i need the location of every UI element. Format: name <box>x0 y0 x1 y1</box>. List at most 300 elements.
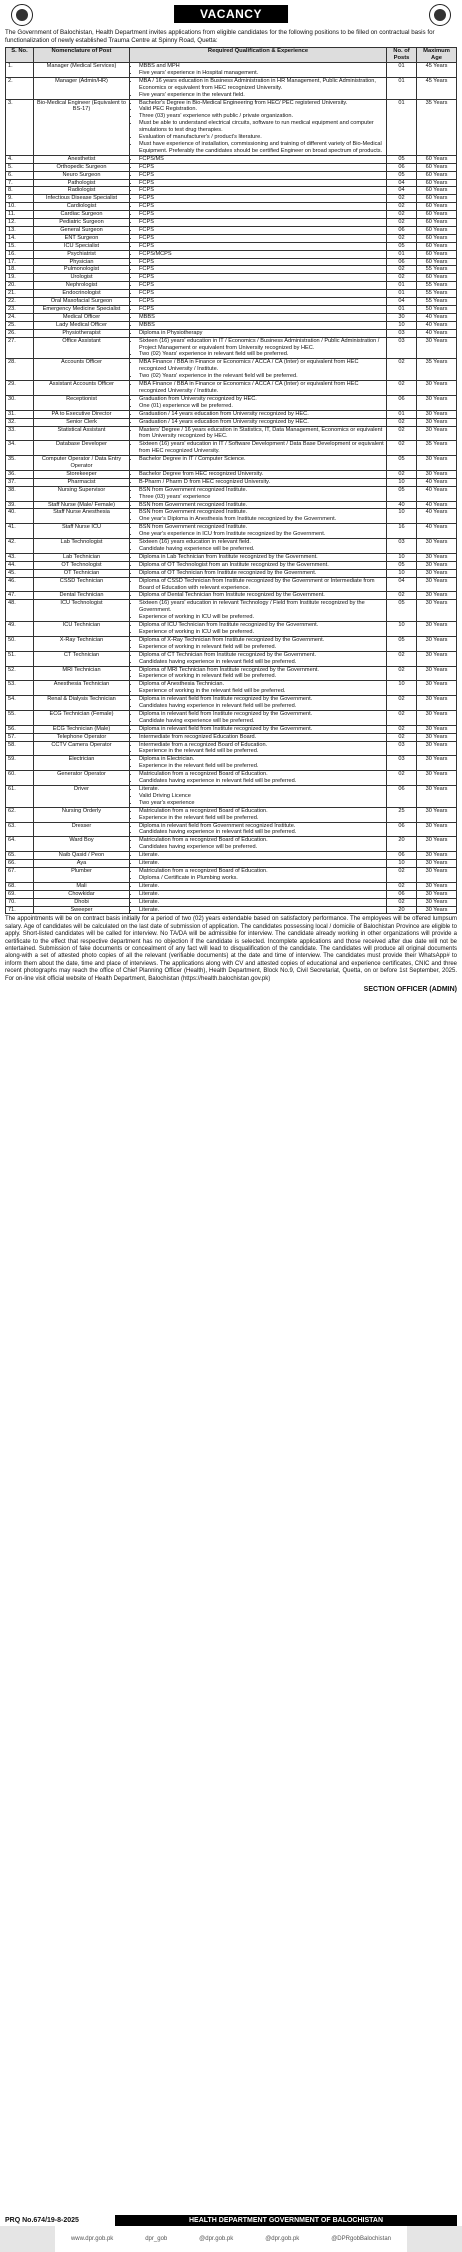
cell-max-age: 30 Years <box>417 741 457 756</box>
cell-posts: 10 <box>387 860 417 868</box>
qualification-item: • FCPS <box>139 298 384 305</box>
qualification-list <box>132 509 384 523</box>
cell-posts: 02 <box>387 882 417 890</box>
cell-max-age: 30 Years <box>417 860 457 868</box>
cell-qualification <box>130 395 387 410</box>
cell-max-age: 40 Years <box>417 501 457 509</box>
qualification-item: • Candidate having experience will be preferred. <box>139 718 384 725</box>
cell-sno: 3. <box>6 99 34 155</box>
cell-sno: 59. <box>6 756 34 771</box>
cell-qualification <box>130 337 387 359</box>
cell-post-name: Mali <box>34 882 130 890</box>
qualification-item: • FCPS <box>139 195 384 202</box>
cell-posts: 02 <box>387 418 417 426</box>
qualification-item: • FCPS <box>139 203 384 210</box>
cell-sno: 9. <box>6 195 34 203</box>
cell-qualification <box>130 329 387 337</box>
cell-sno: 68. <box>6 882 34 890</box>
qualification-list <box>132 172 384 179</box>
qualification-item: • Matriculation from a recognized Board of Education. <box>139 771 384 778</box>
cell-posts: 02 <box>387 696 417 711</box>
qualification-list <box>132 696 384 710</box>
qualification-item: • Experience in the relevant field will be preferred. <box>139 815 384 822</box>
cell-sno: 8. <box>6 187 34 195</box>
signature-block <box>5 986 457 995</box>
qualification-item: • BSN from Government recognized Institute. <box>139 487 384 494</box>
table-row <box>6 822 457 837</box>
cell-sno: 49. <box>6 622 34 637</box>
qualification-item: • MBA Finance / BBA in Finance or Economics / ACCA / CA (Inter) or equivalent from HEC recognized University / Institute. <box>139 381 384 395</box>
qualification-list <box>132 227 384 234</box>
header-posts: No. of Posts <box>387 48 417 63</box>
cell-max-age: 60 Years <box>417 274 457 282</box>
social-link[interactable]: @dpr.gob.pk <box>265 2236 300 2242</box>
social-link[interactable]: @DPRgobBalochistan <box>331 2236 392 2242</box>
cell-max-age: 30 Years <box>417 756 457 771</box>
qualification-list <box>132 899 384 906</box>
qualification-list <box>132 681 384 695</box>
cell-qualification <box>130 898 387 906</box>
qualification-list <box>132 427 384 441</box>
cell-posts: 02 <box>387 867 417 882</box>
cell-posts: 06 <box>387 786 417 808</box>
cell-qualification <box>130 234 387 242</box>
cell-posts: 10 <box>387 478 417 486</box>
table-row <box>6 395 457 410</box>
cell-max-age: 30 Years <box>417 733 457 741</box>
cell-posts: 16 <box>387 524 417 539</box>
cell-posts: 25 <box>387 807 417 822</box>
cell-qualification <box>130 622 387 637</box>
qualification-item: • Diploma of ICU Technician from Institute recognized by the Government. <box>139 622 384 629</box>
cell-qualification <box>130 860 387 868</box>
cell-sno: 38. <box>6 486 34 501</box>
cell-qualification <box>130 569 387 577</box>
table-row <box>6 860 457 868</box>
qualification-item: • FCPS <box>139 266 384 273</box>
qualification-item: • Valid PEC Registration. <box>139 106 384 113</box>
table-row <box>6 426 457 441</box>
cell-post-name: Chowkidar <box>34 890 130 898</box>
qualification-item: • Bachelor Degree in IT / Computer Science. <box>139 456 384 463</box>
qualification-item: • MBBS <box>139 322 384 329</box>
cell-max-age: 60 Years <box>417 242 457 250</box>
cell-posts: 20 <box>387 837 417 852</box>
qualification-list <box>132 742 384 756</box>
table-row <box>6 298 457 306</box>
cell-qualification <box>130 456 387 471</box>
cell-posts: 04 <box>387 577 417 592</box>
cell-posts: 02 <box>387 234 417 242</box>
qualification-list <box>132 891 384 898</box>
qualification-list <box>132 251 384 258</box>
qualification-list <box>132 652 384 666</box>
cell-max-age: 40 Years <box>417 509 457 524</box>
cell-post-name: Aya <box>34 860 130 868</box>
qualification-list <box>132 578 384 592</box>
qualification-item: • Diploma in Physiotherapy <box>139 330 384 337</box>
qualification-list <box>132 187 384 194</box>
qualification-item: • FCPS <box>139 211 384 218</box>
social-link[interactable]: dpr_gob <box>145 2236 168 2242</box>
cell-sno: 46. <box>6 577 34 592</box>
qualification-item: • FCPS <box>139 274 384 281</box>
cell-qualification <box>130 478 387 486</box>
qualification-item: • Five years' experience in Hospital management. <box>139 70 384 77</box>
qualification-list <box>132 338 384 359</box>
cell-post-name: Office Assistant <box>34 337 130 359</box>
qualification-item: • FCPS <box>139 282 384 289</box>
cell-qualification <box>130 155 387 163</box>
table-row <box>6 486 457 501</box>
qualification-item: • Candidate having experience will be preferred. <box>139 546 384 553</box>
table-row <box>6 99 457 155</box>
qualification-item: • Matriculation from a recognized Board of Education. <box>139 868 384 875</box>
qualification-item: • MBBS <box>139 314 384 321</box>
cell-max-age: 40 Years <box>417 486 457 501</box>
cell-max-age: 60 Years <box>417 211 457 219</box>
qualification-list <box>132 330 384 337</box>
cell-qualification <box>130 837 387 852</box>
table-row <box>6 337 457 359</box>
qualification-item: • Diploma in relevant field from Institute recognized by the Government. <box>139 711 384 718</box>
cell-max-age: 45 Years <box>417 63 457 78</box>
qualification-item: • FCPS <box>139 235 384 242</box>
cell-max-age: 30 Years <box>417 636 457 651</box>
government-emblem-icon <box>11 4 33 26</box>
cell-qualification <box>130 219 387 227</box>
table-row <box>6 219 457 227</box>
cell-posts: 02 <box>387 359 417 381</box>
cell-post-name: Sweeper <box>34 906 130 914</box>
table-row <box>6 441 457 456</box>
cell-max-age: 55 Years <box>417 298 457 306</box>
cell-sno: 61. <box>6 786 34 808</box>
cell-posts: 01 <box>387 306 417 314</box>
qualification-list <box>132 471 384 478</box>
cell-posts: 02 <box>387 426 417 441</box>
cell-post-name: Dental Technician <box>34 592 130 600</box>
table-row <box>6 226 457 234</box>
table-row <box>6 681 457 696</box>
cell-posts: 10 <box>387 569 417 577</box>
table-row <box>6 733 457 741</box>
cell-post-name: Anesthetist <box>34 155 130 163</box>
cell-sno: 52. <box>6 666 34 681</box>
header-post: Nomenclature of Post <box>34 48 130 63</box>
qualification-list <box>132 479 384 486</box>
cell-qualification <box>130 651 387 666</box>
cell-sno: 11. <box>6 211 34 219</box>
qualification-item: • Three (03) years' experience <box>139 494 384 501</box>
header-qualification: Required Qualification & Experience <box>130 48 387 63</box>
cell-post-name: Pharmacist <box>34 478 130 486</box>
cell-posts: 03 <box>387 756 417 771</box>
cell-sno: 50. <box>6 636 34 651</box>
table-row <box>6 867 457 882</box>
cell-max-age: 30 Years <box>417 561 457 569</box>
cell-sno: 33. <box>6 426 34 441</box>
qualification-list <box>132 502 384 509</box>
qualification-item: • Diploma of OT Technician from Institute recognized by the Government. <box>139 570 384 577</box>
cell-sno: 6. <box>6 171 34 179</box>
qualification-item: • Sixteen (16) years education in relevant field. <box>139 539 384 546</box>
cell-sno: 66. <box>6 860 34 868</box>
cell-post-name: Dhobi <box>34 898 130 906</box>
qualification-item: • BSN from Government recognized Institute. <box>139 524 384 531</box>
cell-max-age: 30 Years <box>417 622 457 637</box>
qualification-item: • One year's experience in ICU from Institute recognized by the Government. <box>139 531 384 538</box>
table-row <box>6 561 457 569</box>
cell-sno: 18. <box>6 266 34 274</box>
qualification-item: • Bachelor Degree from HEC recognized University. <box>139 471 384 478</box>
table-row <box>6 250 457 258</box>
cell-sno: 57. <box>6 733 34 741</box>
qualification-list <box>132 456 384 463</box>
table-row <box>6 524 457 539</box>
cell-posts: 01 <box>387 250 417 258</box>
cell-qualification <box>130 890 387 898</box>
qualification-list <box>132 837 384 851</box>
cell-qualification <box>130 539 387 554</box>
cell-max-age: 60 Years <box>417 234 457 242</box>
cell-max-age: 30 Years <box>417 696 457 711</box>
cell-max-age: 60 Years <box>417 195 457 203</box>
cell-post-name: Medical Officer <box>34 313 130 321</box>
qualification-list <box>132 852 384 859</box>
cell-max-age: 40 Years <box>417 321 457 329</box>
table-row <box>6 179 457 187</box>
table-row <box>6 313 457 321</box>
cell-qualification <box>130 410 387 418</box>
cell-posts: 02 <box>387 274 417 282</box>
cell-post-name: Lab Technologist <box>34 539 130 554</box>
cell-qualification <box>130 592 387 600</box>
qualification-list <box>132 419 384 426</box>
cell-sno: 54. <box>6 696 34 711</box>
cell-post-name: OT Technologist <box>34 561 130 569</box>
cell-post-name: ECG Technician (Male) <box>34 725 130 733</box>
cell-posts: 01 <box>387 282 417 290</box>
terms-paragraph: The appointments will be on contract basis initially for a period of two (02) years extendable based on satisfactory performance. The employees will be offered lumpsum salary. Age of candidates will be calculated on the last date of submission of application. The candidates possessing local / domicile of Balochistan Province are eligible to apply. Short-listed candidates will be called for interview. No TA/DA will be admissible for interview. The candidate already working in other organizations will provide a certificate to the effect that respective department has no objection if the candidate is selected. Incomplete applications and those received after due date will not be entertained. Submission of fake documents or concealment of any fact will lead to disqualification of the candidate. The candidates will produce all original documents along-with a set of attested photo copies of all the relevant (verifiable documents) at the date and time of interview. The candidates must provide their WhatsApp# to inform them about the date, time and place of interviews. The applications along with CV and attested copies of educational and experience certificates, CNIC and three recent photographs may reach the office of Chief Planning Officer (Health), Health Department, Block No.9, Civil Secretariat, Quetta, on or before 1st September, 2025. For on-line visit official website of Health Department, Balochistan (https://health.balochistan.gov.pk) <box>5 916 457 982</box>
cell-post-name: Nursing Supervisor <box>34 486 130 501</box>
cell-sno: 56. <box>6 725 34 733</box>
cell-max-age: 35 Years <box>417 99 457 155</box>
cell-post-name: Plumber <box>34 867 130 882</box>
qualification-item: • FCPS <box>139 227 384 234</box>
cell-sno: 5. <box>6 163 34 171</box>
cell-post-name: Psychiatrist <box>34 250 130 258</box>
cell-max-age: 60 Years <box>417 187 457 195</box>
table-row <box>6 234 457 242</box>
table-row <box>6 163 457 171</box>
cell-qualification <box>130 226 387 234</box>
qualification-list <box>132 868 384 882</box>
cell-posts: 02 <box>387 710 417 725</box>
cell-post-name: Statistical Assistant <box>34 426 130 441</box>
pro-row <box>5 2214 457 2226</box>
cell-posts: 06 <box>387 163 417 171</box>
table-row <box>6 852 457 860</box>
qualification-list <box>132 524 384 538</box>
cell-max-age: 55 Years <box>417 282 457 290</box>
table-row <box>6 203 457 211</box>
qualification-item: • Intermediate from a recognized Board of Education. <box>139 742 384 749</box>
qualification-item: • Candidates having experience in relevant field will be preferred. <box>139 778 384 785</box>
cell-post-name: CCTV Camera Operator <box>34 741 130 756</box>
cell-max-age: 30 Years <box>417 337 457 359</box>
qualification-item: • Experience in the relevant field will be preferred. <box>139 763 384 770</box>
cell-sno: 43. <box>6 553 34 561</box>
qualification-item: • Diploma of X-Ray Technician from Institute recognized by the Government. <box>139 637 384 644</box>
cell-max-age: 30 Years <box>417 681 457 696</box>
cell-max-age: 30 Years <box>417 786 457 808</box>
qualification-list <box>132 637 384 651</box>
cell-max-age: 30 Years <box>417 600 457 622</box>
cell-max-age: 30 Years <box>417 381 457 396</box>
cell-qualification <box>130 867 387 882</box>
cell-post-name: Nursing Orderly <box>34 807 130 822</box>
cell-sno: 35. <box>6 456 34 471</box>
cell-max-age: 60 Years <box>417 219 457 227</box>
cell-max-age: 50 Years <box>417 306 457 314</box>
qualification-item: • MBA / 16 years education in Business Administration in HR Management, Public Administration, Economics or equivalent from HEC recognized University. <box>139 78 384 92</box>
qualification-list <box>132 164 384 171</box>
cell-max-age: 35 Years <box>417 441 457 456</box>
qualification-item: • Bachelor's Degree in Bio-Medical Engineering from HEC/ PEC registered University. <box>139 100 384 107</box>
cell-posts: 02 <box>387 666 417 681</box>
social-link[interactable]: @dpr.gob.pk <box>199 2236 234 2242</box>
qualification-list <box>132 562 384 569</box>
cell-posts: 01 <box>387 290 417 298</box>
qualification-item: • Diploma in Electrician. <box>139 756 384 763</box>
cell-max-age: 30 Years <box>417 890 457 898</box>
cell-posts: 02 <box>387 592 417 600</box>
cell-posts: 06 <box>387 852 417 860</box>
qualification-list <box>132 306 384 313</box>
table-row <box>6 290 457 298</box>
qualification-item: • Experience of working in ICU will be preferred. <box>139 629 384 636</box>
qualification-item: • Experience in the relevant field will be preferred. <box>139 748 384 755</box>
cell-posts: 10 <box>387 321 417 329</box>
qualification-list <box>132 78 384 99</box>
qualification-item: • Experience of working in ICU will be preferred. <box>139 614 384 621</box>
cell-qualification <box>130 282 387 290</box>
cell-sno: 15. <box>6 242 34 250</box>
qualification-list <box>132 290 384 297</box>
qualification-list <box>132 195 384 202</box>
cell-qualification <box>130 290 387 298</box>
cell-post-name: PA to Executive Director <box>34 410 130 418</box>
qualification-item: • B-Pharm / Pharm D from HEC recognized University. <box>139 479 384 486</box>
table-row <box>6 882 457 890</box>
cell-qualification <box>130 313 387 321</box>
qualification-item: • FCPS/MCPS <box>139 251 384 258</box>
table-row <box>6 478 457 486</box>
qualification-list <box>132 100 384 155</box>
department-logo-icon <box>429 4 451 26</box>
cell-sno: 40. <box>6 509 34 524</box>
cell-sno: 53. <box>6 681 34 696</box>
cell-sno: 71. <box>6 906 34 914</box>
cell-qualification <box>130 524 387 539</box>
cell-post-name: Anesthesia Technician <box>34 681 130 696</box>
table-row <box>6 306 457 314</box>
qualification-list <box>132 396 384 410</box>
table-row <box>6 171 457 179</box>
table-row <box>6 906 457 914</box>
cell-sno: 70. <box>6 898 34 906</box>
cell-posts: 40 <box>387 501 417 509</box>
cell-posts: 04 <box>387 179 417 187</box>
cell-post-name: Infectious Disease Specialist <box>34 195 130 203</box>
cell-post-name: Radiologist <box>34 187 130 195</box>
qualification-item: • FCPS <box>139 187 384 194</box>
cell-max-age: 60 Years <box>417 171 457 179</box>
qualification-list <box>132 322 384 329</box>
cell-sno: 69. <box>6 890 34 898</box>
cell-qualification <box>130 725 387 733</box>
qualification-item: • Diploma in relevant field from Institute recognized by the Government. <box>139 696 384 703</box>
qualification-item: • Literate. <box>139 907 384 914</box>
cell-post-name: ENT Surgeon <box>34 234 130 242</box>
page-title: VACANCY <box>174 5 288 23</box>
cell-qualification <box>130 203 387 211</box>
social-links <box>55 2236 407 2242</box>
qualification-item: • Valid Driving Licence <box>139 793 384 800</box>
cell-qualification <box>130 636 387 651</box>
cell-sno: 28. <box>6 359 34 381</box>
qualification-list <box>132 274 384 281</box>
cell-posts: 02 <box>387 203 417 211</box>
cell-posts: 06 <box>387 226 417 234</box>
cell-post-name: Renal & Dialysis Technician <box>34 696 130 711</box>
cell-sno: 22. <box>6 298 34 306</box>
table-row <box>6 837 457 852</box>
social-link[interactable]: www.dpr.gob.pk <box>70 2236 114 2242</box>
cell-qualification <box>130 99 387 155</box>
cell-max-age: 40 Years <box>417 478 457 486</box>
cell-qualification <box>130 195 387 203</box>
table-row <box>6 381 457 396</box>
cell-sno: 39. <box>6 501 34 509</box>
cell-post-name: OT Technician <box>34 569 130 577</box>
cell-sno: 4. <box>6 155 34 163</box>
cell-max-age: 30 Years <box>417 867 457 882</box>
qualification-item: • Evaluation of manufacturer's / product's literature. <box>139 134 384 141</box>
cell-post-name: Bio-Medical Engineer (Equivalent to BS-17) <box>34 99 130 155</box>
cell-sno: 1. <box>6 63 34 78</box>
qualification-list <box>132 63 384 77</box>
cell-qualification <box>130 561 387 569</box>
cell-qualification <box>130 250 387 258</box>
cell-post-name: Accounts Officer <box>34 359 130 381</box>
qualification-item: • Must have experience of installation, commissioning and training of different variety of Bio-Medical Equipment. Preferably the candidates should be certified Engineer on broad spectrum of products. <box>139 141 384 155</box>
qualification-item: • Diploma of CSSD Technician from Institute recognized by the Government or Intermediate from Board of Education with relevant experience. <box>139 578 384 592</box>
table-row <box>6 410 457 418</box>
cell-qualification <box>130 600 387 622</box>
qualification-item: • Experience of working in the relevant field will be preferred. <box>139 688 384 695</box>
cell-sno: 34. <box>6 441 34 456</box>
qualification-item: • Must be able to understand electrical circuits, software to run medical equipment and computer simulations to test drug therapies. <box>139 120 384 134</box>
cell-sno: 26. <box>6 329 34 337</box>
cell-post-name: MRI Technician <box>34 666 130 681</box>
table-row <box>6 592 457 600</box>
department-name: HEALTH DEPARTMENT GOVERNMENT OF BALOCHISTAN <box>115 2215 457 2226</box>
qualification-item: • BSN from Government recognized Institute. <box>139 509 384 516</box>
cell-post-name: Physician <box>34 258 130 266</box>
qualification-item: • Masters' Degree / 16 years education in Statistics, IT, Data Management, Economics or equivalent from University recognized by HEC. <box>139 427 384 441</box>
